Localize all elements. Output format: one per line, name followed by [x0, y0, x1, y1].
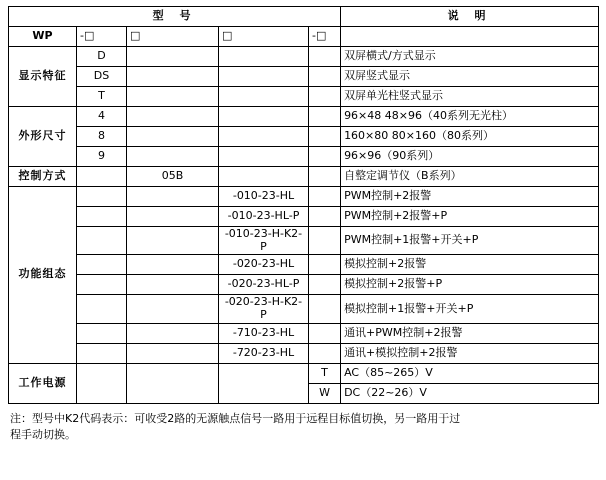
function-code-4: -020-23-HL — [219, 255, 309, 275]
size-code4-1 — [309, 107, 341, 127]
table-row-function-7 — [9, 323, 599, 343]
model-spec-table — [8, 6, 599, 404]
table-row-display-2 — [9, 67, 599, 87]
function-code-6: -020-23-H-K2-P — [219, 295, 309, 323]
power-blank-1 — [77, 363, 127, 403]
function-blank-6 — [77, 295, 127, 323]
table-row-control-1 — [9, 167, 599, 187]
size-desc-2: 160×80 80×160（80系列） — [341, 127, 599, 147]
size-code2-3 — [127, 147, 219, 167]
function-code-8: -720-23-HL — [219, 343, 309, 363]
wp-box-2 — [219, 27, 309, 47]
section-label-size: 外形尺寸 — [9, 107, 77, 167]
size-code-1: 4 — [77, 107, 127, 127]
display-code2-1 — [127, 47, 219, 67]
footnote-line-1: 注：型号中K2代码表示：可收受2路的无源触点信号一路用于远程目标值切换，另一路用于过 — [10, 411, 461, 425]
power-code-1: T — [309, 363, 341, 383]
size-code4-2 — [309, 127, 341, 147]
display-code2-2 — [127, 67, 219, 87]
power-blank-2 — [127, 363, 219, 403]
function-blank3-8 — [309, 343, 341, 363]
control-code3-1 — [219, 167, 309, 187]
table-row-function-5 — [9, 275, 599, 295]
function-desc-3: PWM控制+1报警+开关+P — [341, 227, 599, 255]
wp-prefix-text: -□ — [80, 28, 95, 42]
size-code3-2 — [219, 127, 309, 147]
size-code4-3 — [309, 147, 341, 167]
function-blank3-3 — [309, 227, 341, 255]
table-row-function-8 — [9, 343, 599, 363]
header-model: 型 号 — [9, 7, 341, 27]
section-label-control: 控制方式 — [9, 167, 77, 187]
section-label-power: 工作电源 — [9, 363, 77, 403]
display-code3-2 — [219, 67, 309, 87]
function-blank-3 — [77, 227, 127, 255]
display-code4-3 — [309, 87, 341, 107]
size-code2-1 — [127, 107, 219, 127]
header-description: 说 明 — [341, 7, 599, 27]
size-code3-1 — [219, 107, 309, 127]
control-code-1: 05B — [127, 167, 219, 187]
table-row-wp — [9, 27, 599, 47]
size-desc-3: 96×96（90系列） — [341, 147, 599, 167]
function-blank2-6 — [127, 295, 219, 323]
display-code2-3 — [127, 87, 219, 107]
function-desc-5: 模拟控制+2报警+P — [341, 275, 599, 295]
function-blank3-5 — [309, 275, 341, 295]
function-code-2: -010-23-HL-P — [219, 207, 309, 227]
function-blank-7 — [77, 323, 127, 343]
table-row-display-1 — [9, 47, 599, 67]
section-label-function: 功能组态 — [9, 187, 77, 364]
control-code1-1 — [77, 167, 127, 187]
control-desc-1: 自整定调节仪（B系列） — [341, 167, 599, 187]
wp-box-1 — [127, 27, 219, 47]
function-blank3-7 — [309, 323, 341, 343]
size-code3-3 — [219, 147, 309, 167]
function-code-3: -010-23-H-K2-P — [219, 227, 309, 255]
function-blank-5 — [77, 275, 127, 295]
wp-code-prefix — [77, 27, 127, 47]
table-row-display-3 — [9, 87, 599, 107]
function-code-5: -020-23-HL-P — [219, 275, 309, 295]
function-code-7: -710-23-HL — [219, 323, 309, 343]
function-desc-8: 通讯+模拟控制+2报警 — [341, 343, 599, 363]
size-code-3: 9 — [77, 147, 127, 167]
function-blank3-2 — [309, 207, 341, 227]
power-desc-1: AC（85~265）V — [341, 363, 599, 383]
size-desc-1: 96×48 48×96（40系列无光柱） — [341, 107, 599, 127]
power-code-2: W — [309, 383, 341, 403]
table-header-row — [9, 7, 599, 27]
wp-box-2-glyph: □ — [222, 29, 233, 43]
size-code2-2 — [127, 127, 219, 147]
power-desc-2: DC（22~26）V — [341, 383, 599, 403]
function-blank2-3 — [127, 227, 219, 255]
wp-suffix-text: -□ — [312, 29, 327, 43]
footnote — [8, 411, 598, 444]
function-desc-4: 模拟控制+2报警 — [341, 255, 599, 275]
function-desc-2: PWM控制+2报警+P — [341, 207, 599, 227]
wp-label: WP — [9, 27, 77, 47]
display-code4-2 — [309, 67, 341, 87]
wp-suffix-code — [309, 27, 341, 47]
display-code4-1 — [309, 47, 341, 67]
table-row-function-6 — [9, 295, 599, 323]
table-row-function-1 — [9, 187, 599, 207]
table-row-function-4 — [9, 255, 599, 275]
display-code-1: D — [77, 47, 127, 67]
function-blank2-8 — [127, 343, 219, 363]
control-code4-1 — [309, 167, 341, 187]
table-row-size-2 — [9, 127, 599, 147]
display-desc-2: 双屏竖式显示 — [341, 67, 599, 87]
footnote-line-2: 程手动切换。 — [10, 428, 76, 442]
table-row-size-1 — [9, 107, 599, 127]
function-desc-7: 通讯+PWM控制+2报警 — [341, 323, 599, 343]
display-code3-3 — [219, 87, 309, 107]
function-blank2-1 — [127, 187, 219, 207]
function-blank2-5 — [127, 275, 219, 295]
display-code-2: DS — [77, 67, 127, 87]
function-blank3-1 — [309, 187, 341, 207]
function-blank3-4 — [309, 255, 341, 275]
size-code-2: 8 — [77, 127, 127, 147]
function-blank-1 — [77, 187, 127, 207]
section-label-display: 显示特征 — [9, 47, 77, 107]
display-code3-1 — [219, 47, 309, 67]
wp-box-1-glyph: □ — [130, 29, 141, 43]
table-row-power-1 — [9, 363, 599, 383]
display-code-3: T — [77, 87, 127, 107]
display-desc-3: 双屏单光柱竖式显示 — [341, 87, 599, 107]
function-blank-2 — [77, 207, 127, 227]
table-row-function-2 — [9, 207, 599, 227]
table-row-size-3 — [9, 147, 599, 167]
function-blank2-7 — [127, 323, 219, 343]
function-code-1: -010-23-HL — [219, 187, 309, 207]
function-desc-6: 模拟控制+1报警+开关+P — [341, 295, 599, 323]
function-desc-1: PWM控制+2报警 — [341, 187, 599, 207]
function-blank-8 — [77, 343, 127, 363]
function-blank2-2 — [127, 207, 219, 227]
display-desc-1: 双屏横式/方式显示 — [341, 47, 599, 67]
wp-description-empty — [341, 27, 599, 47]
table-row-function-3 — [9, 227, 599, 255]
function-blank3-6 — [309, 295, 341, 323]
power-blank-3 — [219, 363, 309, 403]
function-blank-4 — [77, 255, 127, 275]
function-blank2-4 — [127, 255, 219, 275]
